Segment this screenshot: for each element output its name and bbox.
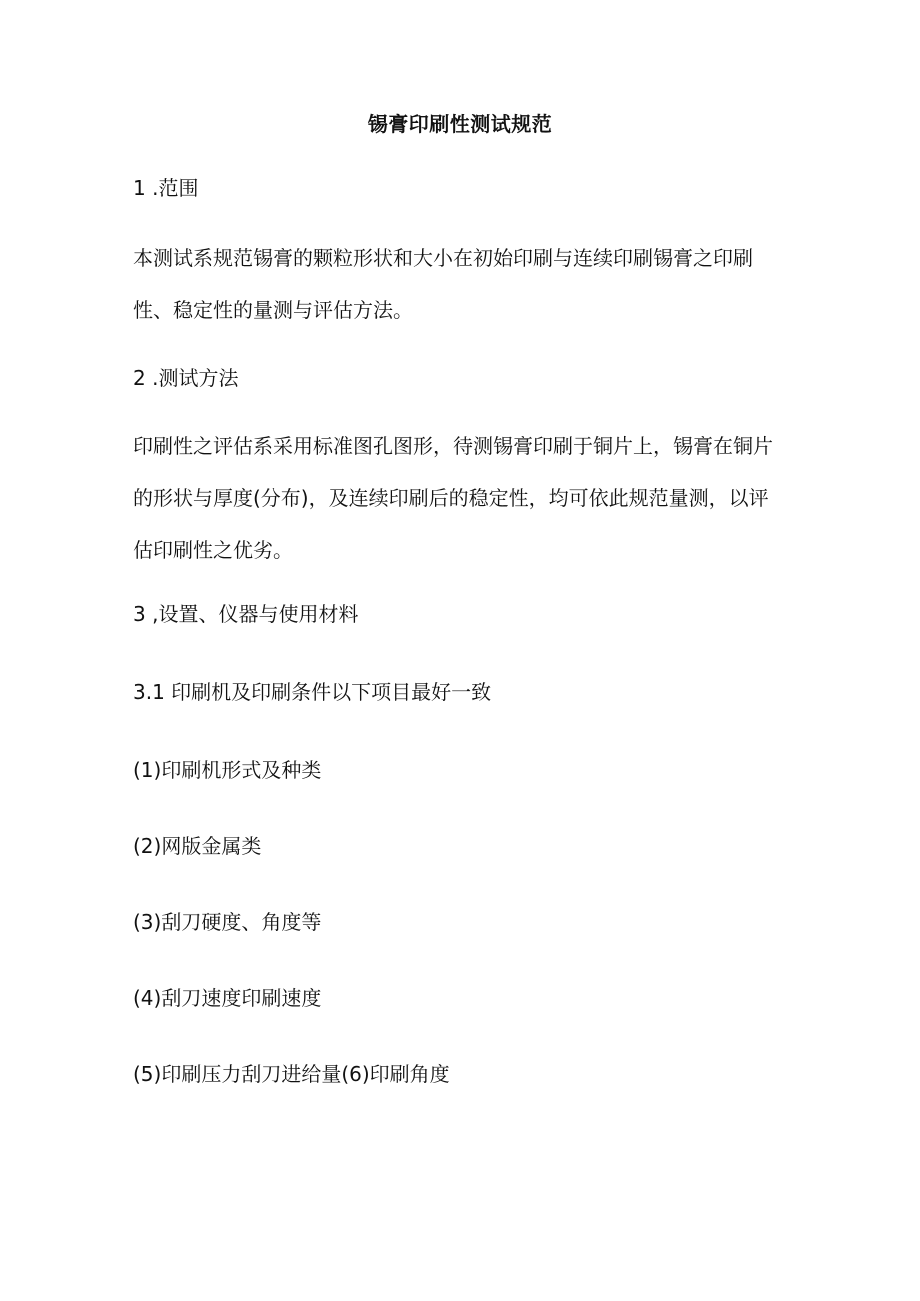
list-item: (1)印刷机形式及种类 [133,758,322,782]
list-item: (4)刮刀速度印刷速度 [133,986,322,1010]
section-1-body-line: 本测试系规范锡膏的颗粒形状和大小在初始印刷与连续印刷锡膏之印刷 [133,246,753,270]
section-3-1-heading: 3.1 印刷机及印刷条件以下项目最好一致 [133,680,492,704]
list-item: (5)印刷压力刮刀进给量(6)印刷角度 [133,1062,450,1086]
section-2-body-line: 估印刷性之优劣。 [133,538,293,562]
section-2-body-line: 的形状与厚度(分布)，及连续印刷后的稳定性，均可依此规范量测，以评 [133,486,769,510]
section-1-heading: 1 .范围 [133,176,199,200]
section-2-body-line: 印刷性之评估系采用标准图孔图形，待测锡膏印刷于铜片上，锡膏在铜片 [133,434,773,458]
section-2-heading: 2 .测试方法 [133,366,239,390]
section-2-body [133,420,783,576]
list-item: (3)刮刀硬度、角度等 [133,910,322,934]
section-1-body [133,232,783,336]
document-title: 锡膏印刷性测试规范 [367,112,553,136]
list-item: (2)网版金属类 [133,834,262,858]
section-1-body-line: 性、稳定性的量测与评估方法。 [133,298,413,322]
section-3-heading: 3 ,设置、仪器与使用材料 [133,602,359,626]
